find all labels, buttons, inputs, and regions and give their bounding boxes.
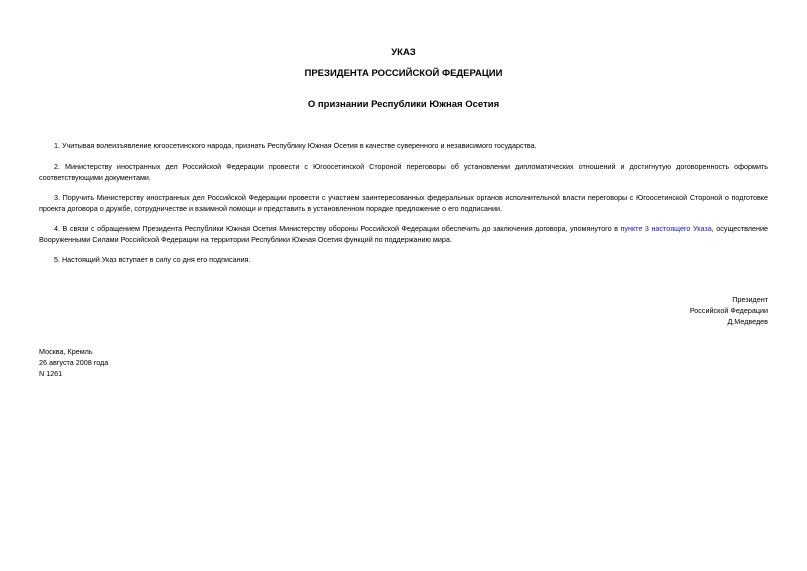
paragraph-4-text-after: , осуществление Вооруженными Силами Российской Федерации на территории Республики Южная Осетия функций по поддержанию мира. bbox=[39, 224, 768, 244]
paragraph-1: 1. Учитывая волеизъявление югоосетинского народа, признать Республику Южная Осетия в качестве суверенного и независимого государства. bbox=[54, 141, 537, 150]
paragraph-3: 3. Поручить Министерству иностранных дел Российской Федерации провести с участием заинтересованных федеральных органов исполнительной власти переговоры с Югоосетинской Стороной о подготовке проекта договора о дружбе, сотрудничестве и взаимной помощи и представить в установленном порядке предложение о его подписании. bbox=[39, 193, 768, 213]
paragraph-4-text-before: 4. В связи с обращением Президента Республики Южная Осетия Министерству обороны Российской Федерации обеспечить до заключения договора, упомянутого в bbox=[54, 224, 621, 233]
signing-place: Москва, Кремль bbox=[39, 347, 93, 356]
signature-block bbox=[690, 294, 768, 327]
signature-name: Д.Медведев bbox=[727, 317, 768, 326]
signature-country: Российской Федерации bbox=[689, 306, 768, 315]
signing-date: 26 августа 2008 года bbox=[39, 358, 109, 367]
document-issuer: ПРЕЗИДЕНТА РОССИЙСКОЙ ФЕДЕРАЦИИ bbox=[304, 68, 503, 79]
signature-title: Президент bbox=[732, 295, 768, 304]
paragraph-5: 5. Настоящий Указ вступает в силу со дня его подписания. bbox=[54, 255, 251, 264]
paragraph-4 bbox=[39, 223, 768, 245]
document-subject: О признании Республики Южная Осетия bbox=[307, 99, 500, 110]
decree-number: N 1261 bbox=[39, 369, 63, 378]
place-date-block bbox=[39, 346, 108, 379]
paragraph-2: 2. Министерству иностранных дел Российской Федерации провести с Югоосетинской Стороной переговоры об установлении дипломатических отношений и достигнутую договоренность оформить соответствующими документами. bbox=[39, 162, 768, 182]
document-title: УКАЗ bbox=[391, 47, 416, 58]
paragraph-3-reference-link[interactable]: пункте 3 настоящего Указа bbox=[620, 224, 712, 233]
